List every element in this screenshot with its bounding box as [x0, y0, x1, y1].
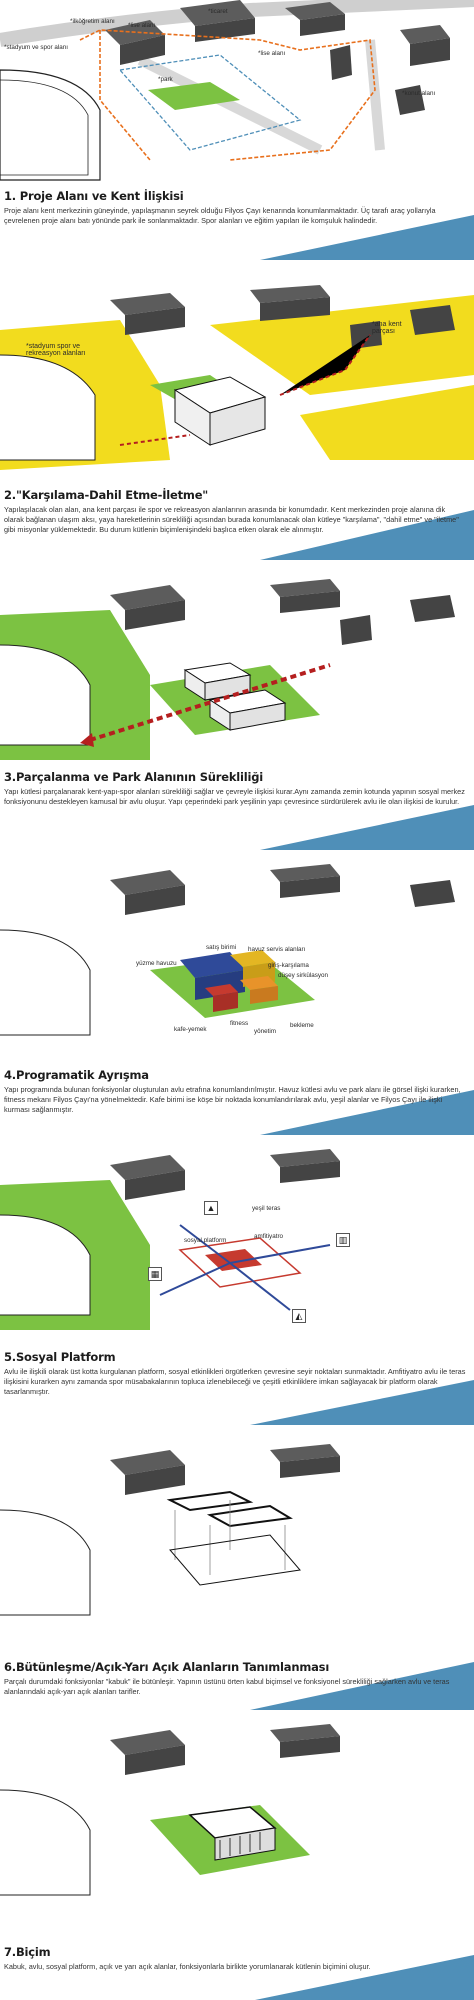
- panel-7-title: 7.Biçim: [4, 1945, 51, 1959]
- label-amfitiyatro: amfitiyatro: [254, 1233, 284, 1240]
- panel-3-title: 3.Parçalanma ve Park Alanının Sürekliliği: [4, 770, 264, 784]
- panel-1: [0, 0, 474, 260]
- panel-5-text: Avlu ile ilişkili olarak üst kotta kurgulanan platform, sosyal etkinlikleri örgütlerken çevresine seyir noktaları sunmaktadır. Amfitiyatro avlu ile teras ilişkisini kurarken aynı zamanda spor müsabakalarının topluca izlenebileceği ve çeşitli etkinliklere imkan sağlayacak bir platform olarak tasarlanmıştır.: [4, 1367, 466, 1396]
- label-yuzme: yüzme havuzu: [136, 960, 177, 967]
- panel-6: [0, 1440, 474, 1710]
- caption-2: [4, 488, 466, 535]
- panel-4-text: Yapı programında bulunan fonksiyonlar oluşturulan avlu etrafına konumlandırılmıştır. Havuz kütlesi avlu ve park alanı ile görsel ilişki kurarken, fitness mekanı Filyos Çayı'na yönelmektedir. Kafe birimi ise köşe bir noktada konumlandırılarak avlu, yeşil alanlar ve Filyos Çayı ile ilişki kurması sağlanmıştır.: [4, 1085, 461, 1114]
- label-stadyum: *stadyum ve spor alanı: [4, 44, 69, 51]
- caption-5: [4, 1350, 466, 1397]
- panel-3: [0, 575, 474, 850]
- caption-4: [4, 1068, 466, 1115]
- panel-3-text: Yapı kütlesi parçalanarak kent-yapı-spor alanları sürekliliği sağlar ve çevreyle ilişkisi kurar.Aynı zamanda zemin kotunda yapının sosyal merkez fonksiyonunu destekleyen kamusal bir avlu oluşur. Yapı çeperindeki park yeşilinin yapı çevresince sürdürülerek avlu ile olan ilişkisi de kurulur.: [4, 787, 465, 806]
- mountain-icon: ▲: [204, 1201, 218, 1215]
- city-icon: ▥: [336, 1233, 350, 1247]
- label-yonetim: yönetim: [254, 1028, 277, 1035]
- label-lise: *lise alanı: [258, 50, 286, 57]
- panel-7: [0, 1720, 474, 2000]
- label-havuz-servis: havuz servis alanları: [248, 946, 306, 953]
- label-sosyal-platform: sosyal platform: [184, 1237, 227, 1244]
- panel-2: [0, 285, 474, 560]
- panel-6-text: Parçalı durumdaki fonksiyonlar "kabuk" ile bütünleşir. Yapının üstünü örten kabul biçimsel ve fonksiyonel sürekliliği sağlarken avlu ve teras alanlarındaki açık-yarı açık alanları tarifler.: [4, 1677, 450, 1696]
- panel-7-text: Kabuk, avlu, sosyal platform, açık ve yarı açık alanlar, fonksiyonlarla birlikte yorumlanarak kütlenin biçimini oluşur.: [4, 1962, 371, 1971]
- stadium-icon: ▦: [148, 1267, 162, 1281]
- panel-2-title: 2."Karşılama-Dahil Etme-İletme": [4, 488, 209, 502]
- label-yesil-teras: yeşil teras: [252, 1205, 281, 1212]
- panel-6-title: 6.Bütünleşme/Açık-Yarı Açık Alanların Tanımlanması: [4, 1660, 330, 1674]
- label-bekleme: bekleme: [290, 1022, 314, 1029]
- label-park: *park: [158, 76, 173, 83]
- panel-5-title: 5.Sosyal Platform: [4, 1350, 116, 1364]
- label-ticaret: *ticaret: [208, 8, 228, 15]
- caption-6: [4, 1660, 466, 1697]
- label-fitness: fitness: [230, 1020, 249, 1027]
- caption-1: [4, 189, 466, 226]
- ship-icon: ◭: [292, 1309, 306, 1323]
- site-plan-diagram-3: [0, 575, 474, 850]
- panel-5: [0, 1145, 474, 1425]
- label-kafe: kafe-yemek: [174, 1026, 207, 1033]
- panel-4-title: 4.Programatik Ayrışma: [4, 1068, 149, 1082]
- label-ana-kent: *ana kent parçası: [372, 321, 402, 335]
- panel-1-text: Proje alanı kent merkezinin güneyinde, yapılaşmanın seyrek olduğu Filyos Çayı kenarında konumlanmaktadır. Üç tarafı araç yollarıyla çevrelenen proje alanı batı yönünde park ile sonlanmaktadır. Spor alanları ve eğitim yapıları ile komşuluk halindedir.: [4, 206, 436, 225]
- caption-3: [4, 770, 466, 807]
- label-ilkogretim: *ilköğretim alanı: [70, 18, 115, 25]
- label-satis: satış birimi: [206, 944, 237, 951]
- label-lise-top: *lise alanı: [128, 22, 156, 29]
- label-dusey: düşey sirkülasyon: [278, 972, 329, 979]
- panel-4: [0, 860, 474, 1135]
- caption-7: [4, 1945, 466, 1972]
- panel-1-title: 1. Proje Alanı ve Kent İlişkisi: [4, 189, 184, 203]
- label-stadyum-2: *stadyum spor ve rekreasyon alanları: [26, 343, 86, 357]
- panel-2-text: Yapılaşılacak olan alan, ana kent parçası ile spor ve rekreasyon alanlarının arasında bir konumdadır. Kent merkezinden proje alanına dik olarak bağlanan ulaşım aksı, yaya hareketlerinin sürekliliği açısından burada konumlanacak olan kütleye "karşılama", "dahil etme" ve "iletme" gibi misyonlar yüklemektedir. Bu durum kütlenin biçimlenişindeki başlıca etken olarak ele alınmıştır.: [4, 505, 459, 534]
- label-giris: giriş-karşılama: [268, 962, 309, 969]
- label-konut: *konut alanı: [402, 90, 436, 97]
